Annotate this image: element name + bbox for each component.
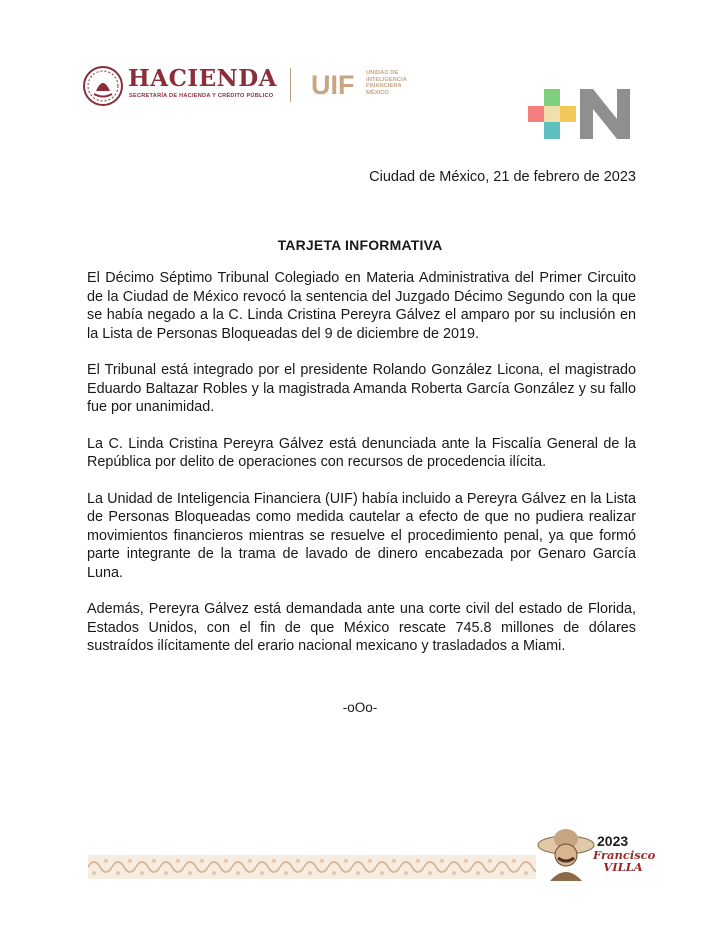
uif-acronym: UIF xyxy=(311,70,355,100)
watermark-text: +N xyxy=(528,89,530,90)
paragraph: La Unidad de Inteligencia Financiera (UIF) había incluido a Pereyra Gálvez en la Lista de Personas Bloqueadas como medida cautelar a efecto de que no pudiera realizar movimientos financieros mientras se resuelve el procedimiento penal, ya que formó parte integrante de la trama de lavado de dinero encabezada por Genaro García Luna. xyxy=(87,490,636,581)
document-title: TARJETA INFORMATIVA xyxy=(277,237,443,253)
logo-divider xyxy=(290,68,291,102)
national-seal-icon xyxy=(82,65,124,107)
document-date: Ciudad de México, 21 de febrero de 2023 xyxy=(369,169,636,185)
francisco-villa-portrait-icon xyxy=(536,823,596,883)
uif-logo xyxy=(310,66,362,100)
footer-decorative-band xyxy=(88,855,536,879)
document-body xyxy=(87,269,636,674)
paragraph: Además, Pereyra Gálvez está demandada ante una corte civil del estado de Florida, Estados Unidos, con el fin de que México rescate 745.8 millones de dólares sustraídos ilícitamente del erario nacional mexicano y trasladados a Miami. xyxy=(87,601,636,654)
footer-villa-name xyxy=(593,848,656,874)
header-logos xyxy=(80,62,440,110)
paragraph: El Tribunal está integrado por el presidente Rolando González Licona, el magistrado Eduardo Baltazar Robles y la magistrada Amanda Roberta García González y su fallo fue por unanimidad. xyxy=(87,362,636,415)
plus-n-logo xyxy=(528,89,632,139)
footer-year: 2023 xyxy=(597,833,629,849)
footer-name-line2: VILLA xyxy=(603,860,643,874)
uif-full-name: UNIDAD DE INTELIGENCIA FINANCIERA MÉXICO xyxy=(366,70,407,96)
hacienda-subtitle: SECRETARÍA DE HACIENDA Y CRÉDITO PÚBLICO xyxy=(129,93,274,99)
hacienda-title: HACIENDA xyxy=(128,65,277,92)
footer-name-line1: Francisco xyxy=(593,848,656,862)
paragraph: La C. Linda Cristina Pereyra Gálvez está denunciada ante la Fiscalía General de la República por delito de operaciones con recursos de procedencia ilícita. xyxy=(87,435,636,470)
closing-mark: -oOo- xyxy=(342,700,378,715)
paragraph: El Décimo Séptimo Tribunal Colegiado en Materia Administrativa del Primer Circuito de la Ciudad de México revocó la sentencia del Juzgado Décimo Segundo con la que se había negado a la C. Linda Cristina Pereyra Gálvez el amparo por su inclusión en la Lista de Personas Bloqueadas del 9 de diciembre de 2019. xyxy=(87,270,636,342)
